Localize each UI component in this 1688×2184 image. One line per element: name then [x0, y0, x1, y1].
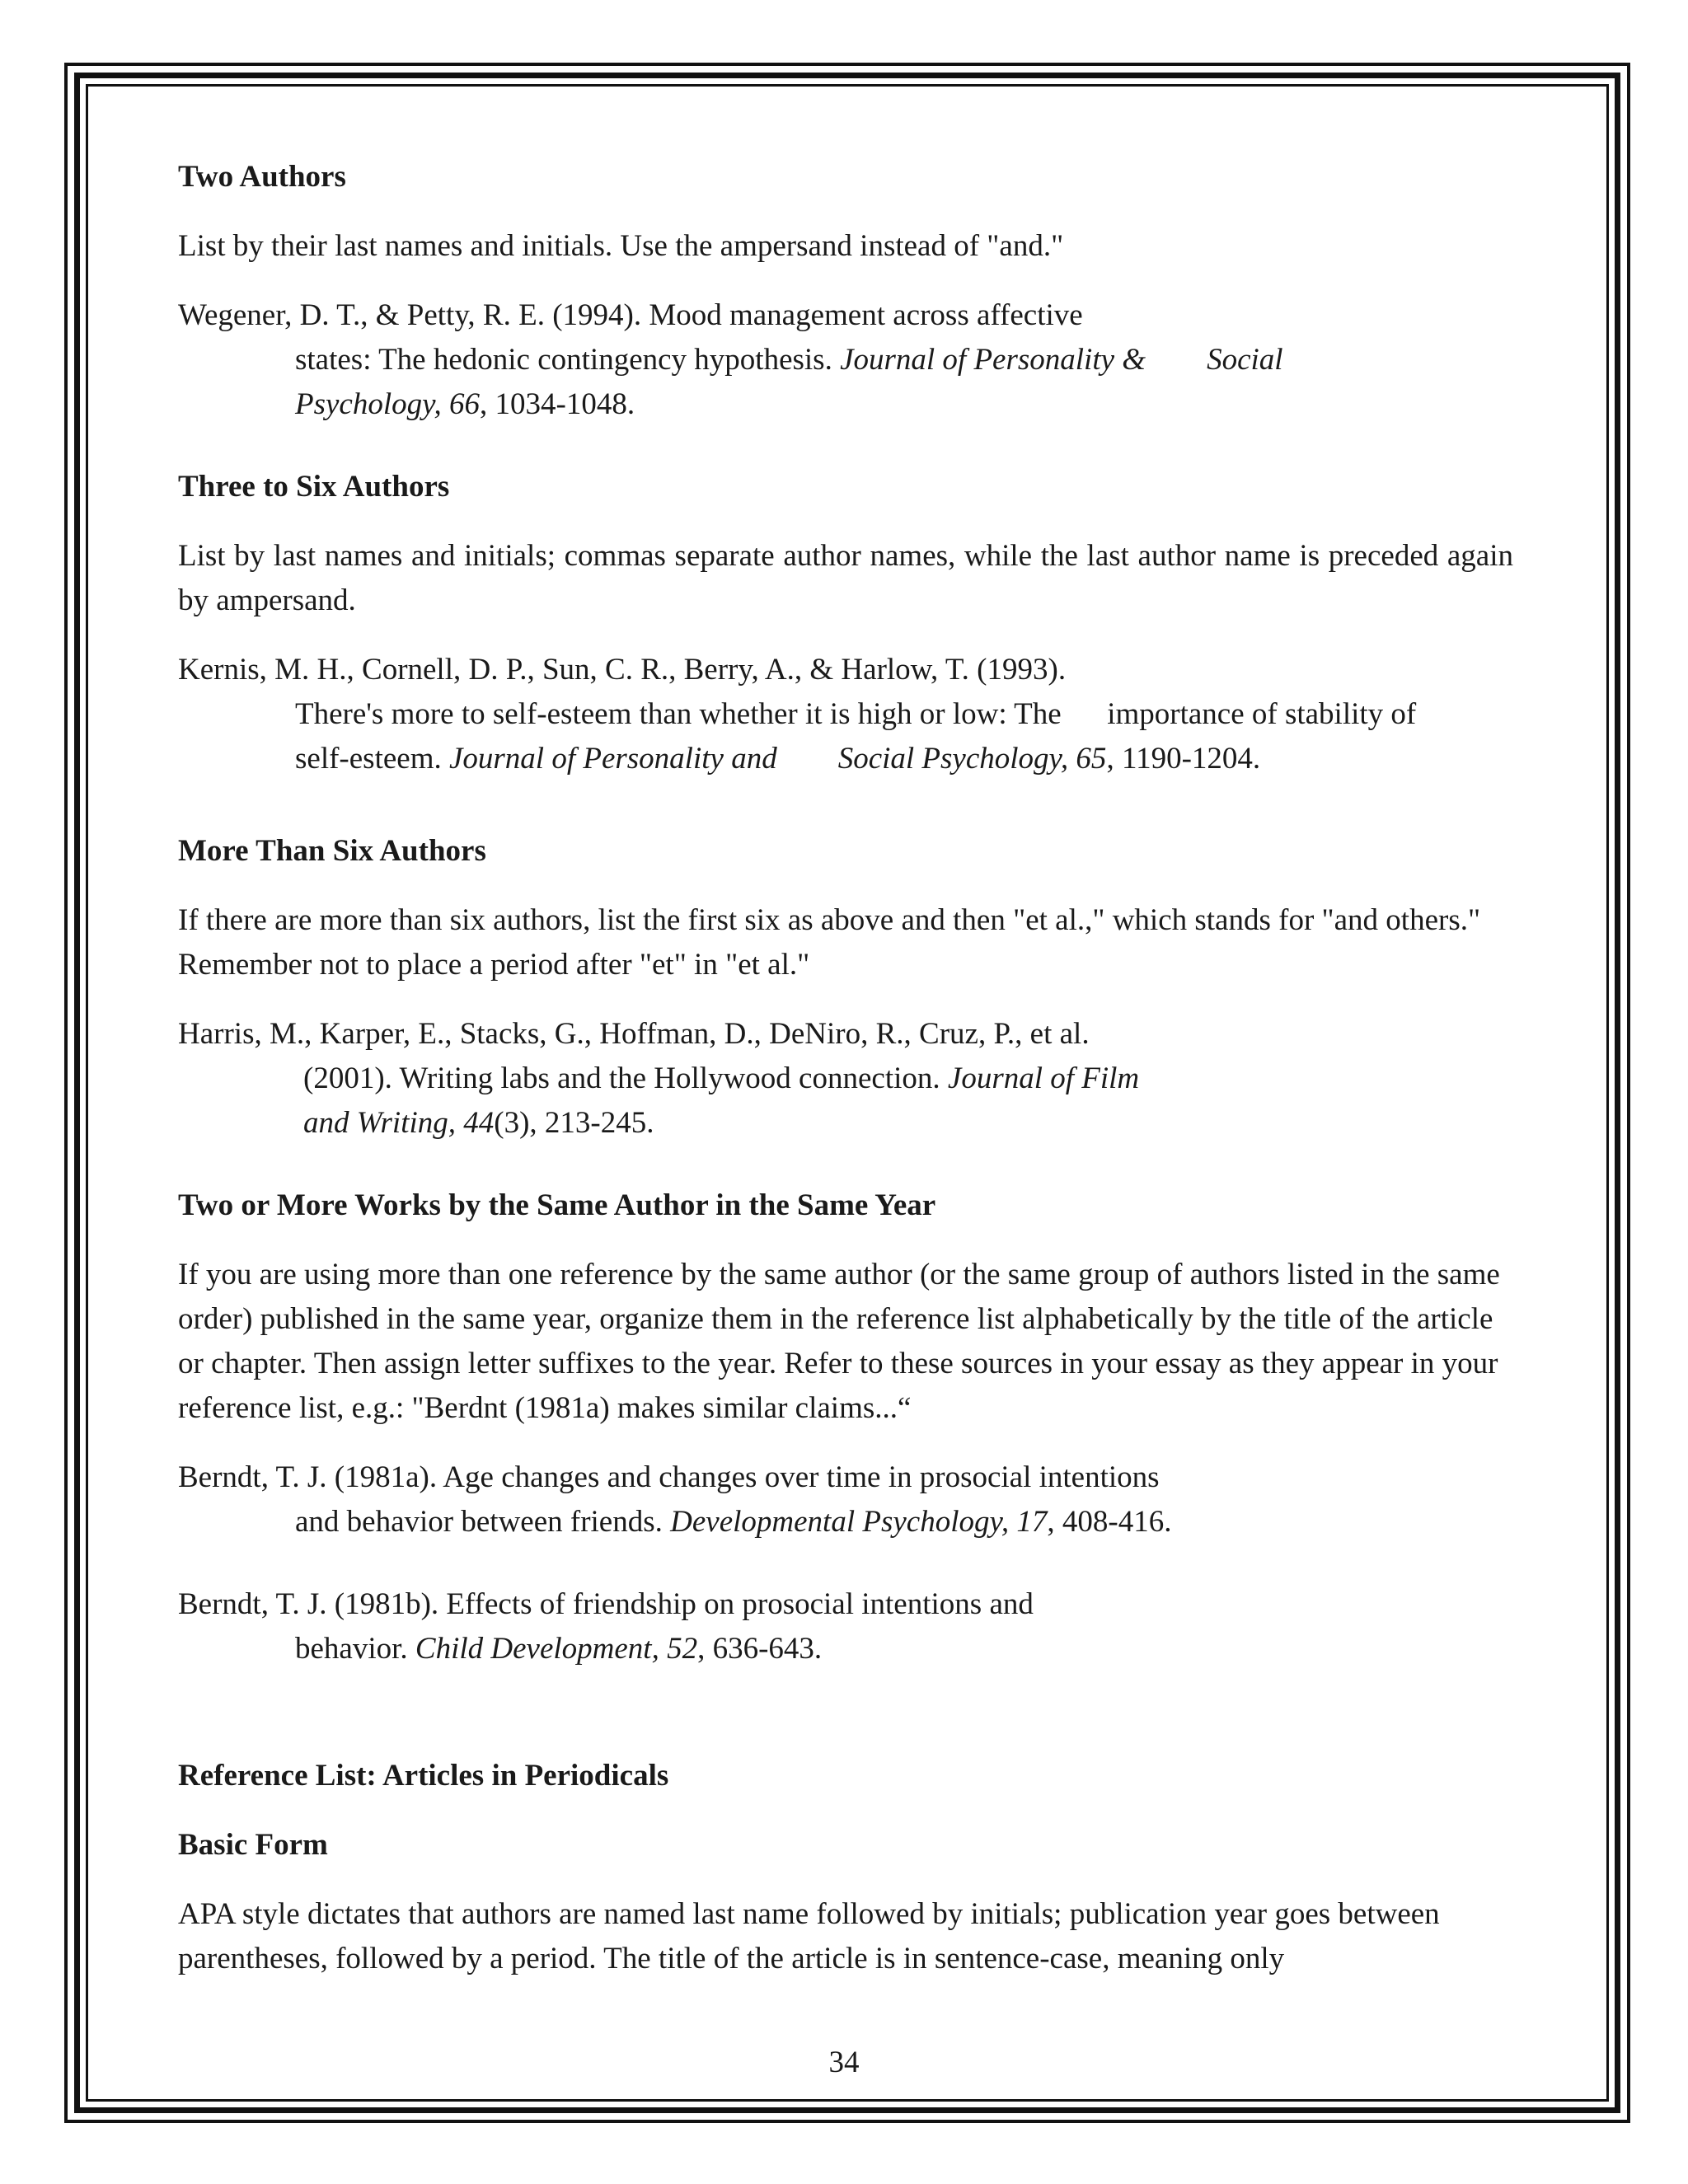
page-number: 34 [828, 2046, 860, 2079]
ref-line [178, 338, 1513, 382]
heading-same-author-same-year: Two or More Works by the Same Author in the Same Year [178, 1188, 936, 1222]
text-same-author-same-year: If you are using more than one reference by the same author (or the same group of authors listed in the same order) published in the same year, organize them in the reference list alphabetically by the title of the article or chapter. Then assign letter suffixes to the year. Refer to these sources in your essay as they appear in your reference list, e.g.: "Berdnt (1981a) makes similar claims...“ [178, 1258, 1500, 1425]
ref-line: Berndt, T. J. (1981a). Age changes and changes over time in prosocial intentions [178, 1460, 1160, 1494]
ref-text: (2001). Writing labs and the Hollywood connection. [303, 1062, 948, 1095]
page-content [178, 155, 1513, 1981]
ref-line: Kernis, M. H., Cornell, D. P., Sun, C. R., Berry, A., & Harlow, T. (1993). [178, 653, 1067, 687]
ref-text: , 1190-1204. [1106, 742, 1261, 776]
heading-reference-list-periodicals: Reference List: Articles in Periodicals [178, 1759, 669, 1793]
ref-line: There's more to self-esteem than whether it is high or low: The importance of stability of [295, 697, 1417, 731]
text-three-to-six-authors: List by last names and initials; commas separate author names, while the last author name is preceded again by ampersand. [178, 539, 1513, 617]
ref-line [178, 1101, 1513, 1146]
ref-text: , 636-643. [697, 1632, 823, 1666]
ref-line [178, 1500, 1513, 1544]
ref-text: , 1034-1048. [480, 387, 635, 421]
journal-title: Child Development, 52 [415, 1632, 698, 1666]
heading-two-authors: Two Authors [178, 160, 346, 194]
ref-line: Berndt, T. J. (1981b). Effects of friendship on prosocial intentions and [178, 1587, 1034, 1621]
heading-more-than-six-authors: More Than Six Authors [178, 834, 486, 868]
heading-three-to-six-authors: Three to Six Authors [178, 470, 450, 504]
ref-line: Wegener, D. T., & Petty, R. E. (1994). Mood management across affective [178, 298, 1083, 332]
text-two-authors: List by their last names and initials. Use the ampersand instead of "and." [178, 229, 1064, 263]
text-basic-form: APA style dictates that authors are named last name followed by initials; publication year goes between parentheses, followed by a period. The title of the article is in sentence-case, meaning only [178, 1897, 1440, 1975]
reference-berndt-1981a [178, 1455, 1513, 1544]
ref-text: behavior. [295, 1632, 415, 1666]
heading-basic-form: Basic Form [178, 1828, 328, 1862]
ref-text: (3), 213-245. [494, 1106, 654, 1140]
journal-title: Journal of Personality & Social [840, 343, 1283, 377]
journal-title: Journal of Personality and Social Psychology, 65 [448, 742, 1107, 776]
ref-line: Harris, M., Karper, E., Stacks, G., Hoffman, D., DeNiro, R., Cruz, P., et al. [178, 1017, 1090, 1051]
ref-text: self-esteem. [295, 742, 449, 776]
reference-wegener [178, 293, 1513, 427]
ref-text: , 408-416. [1047, 1505, 1172, 1539]
text-more-than-six-authors: If there are more than six authors, list the first six as above and then "et al.," which stands for "and others." Remember not to place a period after "et" in "et al." [178, 903, 1481, 982]
journal-title: and Writing, 44 [303, 1106, 495, 1140]
ref-line [178, 1627, 1513, 1671]
ref-text: and behavior between friends. [295, 1505, 671, 1539]
ref-line [178, 382, 1513, 427]
reference-harris [178, 1012, 1513, 1146]
ref-line [178, 737, 1513, 781]
reference-berndt-1981b [178, 1582, 1513, 1671]
ref-text: states: The hedonic contingency hypothesis. [295, 343, 841, 377]
journal-title: Journal of Film [947, 1062, 1140, 1095]
reference-kernis [178, 648, 1513, 781]
journal-title: Psychology, 66 [295, 387, 481, 421]
journal-title: Developmental Psychology, 17 [670, 1505, 1048, 1539]
ref-line [178, 1057, 1513, 1101]
